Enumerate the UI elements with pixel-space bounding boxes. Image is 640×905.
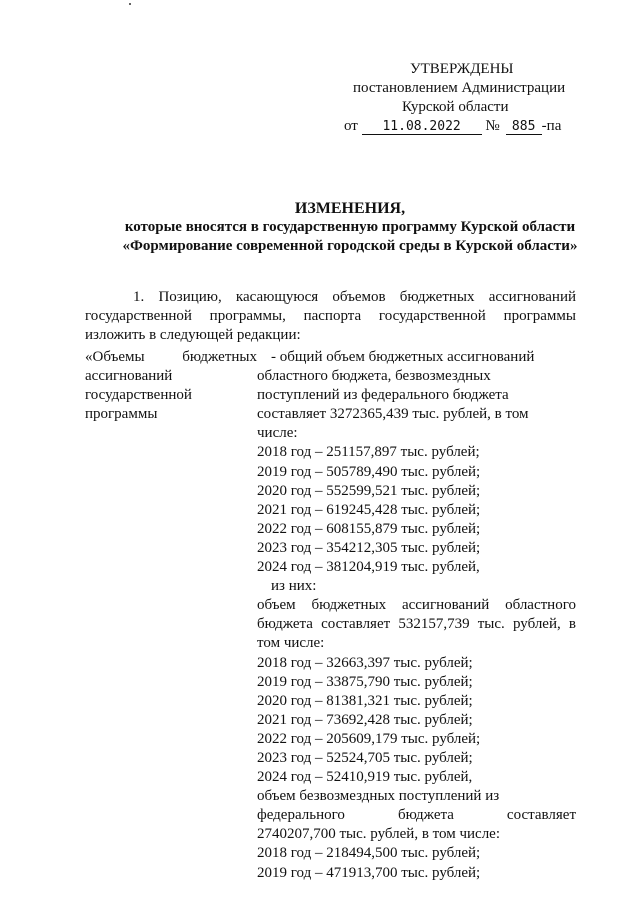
- number-value: 885: [506, 119, 542, 135]
- number-sign: №: [485, 118, 500, 134]
- regional-year-row: 2018 год – 32663,397 тыс. рублей;: [257, 654, 473, 671]
- total-intro: - общий объем бюджетных ассигнований: [271, 349, 535, 365]
- federal-intro: федерального бюджета составляет: [257, 807, 576, 824]
- intro-line: государственной программы, паспорта государственной программы: [85, 308, 576, 324]
- date-value: 11.08.2022: [362, 119, 482, 135]
- scan-speck: [129, 3, 131, 5]
- parameter-name-line: программы: [85, 406, 158, 423]
- total-year-row: 2024 год – 381204,919 тыс. рублей,: [257, 559, 480, 576]
- total-intro: областного бюджета, безвозмездных: [257, 368, 491, 385]
- regional-intro: бюджета составляет 532157,739 тыс. рублей, в: [257, 616, 576, 633]
- of-them-label: из них:: [271, 578, 317, 595]
- regional-year-row: 2020 год – 81381,321 тыс. рублей;: [257, 692, 473, 709]
- regional-year-row: 2022 год – 205609,179 тыс. рублей;: [257, 730, 481, 747]
- approval-stamp: [340, 60, 580, 136]
- date-prefix: от: [344, 118, 358, 134]
- approval-region: Курской области: [402, 99, 509, 115]
- number-suffix: -па: [541, 118, 562, 134]
- parameter-value: [257, 348, 576, 883]
- total-year-row: 2019 год – 505789,490 тыс. рублей;: [257, 463, 481, 480]
- parameter-name-line: ассигнований: [85, 368, 173, 385]
- approval-date-line: [340, 117, 580, 136]
- regional-year-row: 2019 год – 33875,790 тыс. рублей;: [257, 673, 473, 690]
- federal-intro: объем безвозмездных поступлений из: [257, 788, 500, 805]
- heading-title: ИЗМЕНЕНИЯ,: [294, 200, 406, 217]
- total-intro: поступлений из федерального бюджета: [257, 387, 509, 404]
- approval-issuer: постановлением Администрации: [353, 80, 566, 96]
- federal-year-row: 2018 год – 218494,500 тыс. рублей;: [257, 845, 481, 862]
- federal-year-row: 2019 год – 471913,700 тыс. рублей;: [257, 864, 481, 881]
- regional-year-row: 2021 год – 73692,428 тыс. рублей;: [257, 711, 473, 728]
- parameter-name-line: государственной: [85, 387, 192, 404]
- total-year-row: 2023 год – 354212,305 тыс. рублей;: [257, 539, 481, 556]
- intro-paragraph: [85, 288, 576, 345]
- regional-intro: объем бюджетных ассигнований областного: [257, 597, 576, 614]
- federal-intro: 2740207,700 тыс. рублей, в том числе:: [257, 826, 501, 843]
- intro-line: 1. Позицию, касающуюся объемов бюджетных ассигнований: [133, 289, 576, 305]
- total-intro: составляет 3272365,439 тыс. рублей, в том: [257, 406, 529, 423]
- regional-intro: том числе:: [257, 635, 325, 652]
- total-year-row: 2021 год – 619245,428 тыс. рублей;: [257, 501, 481, 518]
- parameter-name-line: «Объемы бюджетных: [85, 349, 257, 365]
- total-year-row: 2020 год – 552599,521 тыс. рублей;: [257, 482, 481, 499]
- parameter-name: [85, 348, 257, 424]
- document-heading: [70, 199, 630, 256]
- total-year-row: 2022 год – 608155,879 тыс. рублей;: [257, 520, 481, 537]
- intro-line: изложить в следующей редакции:: [85, 327, 301, 343]
- total-year-row: 2018 год – 251157,897 тыс. рублей;: [257, 444, 480, 461]
- regional-year-row: 2024 год – 52410,919 тыс. рублей,: [257, 769, 473, 786]
- regional-year-row: 2023 год – 52524,705 тыс. рублей;: [257, 749, 473, 766]
- heading-subtitle: которые вносятся в государственную программу Курской области: [124, 219, 576, 235]
- approval-title: УТВЕРЖДЕНЫ: [410, 61, 514, 77]
- heading-program-name: «Формирование современной городской среды в Курской области»: [122, 238, 578, 254]
- total-intro: числе:: [257, 425, 298, 442]
